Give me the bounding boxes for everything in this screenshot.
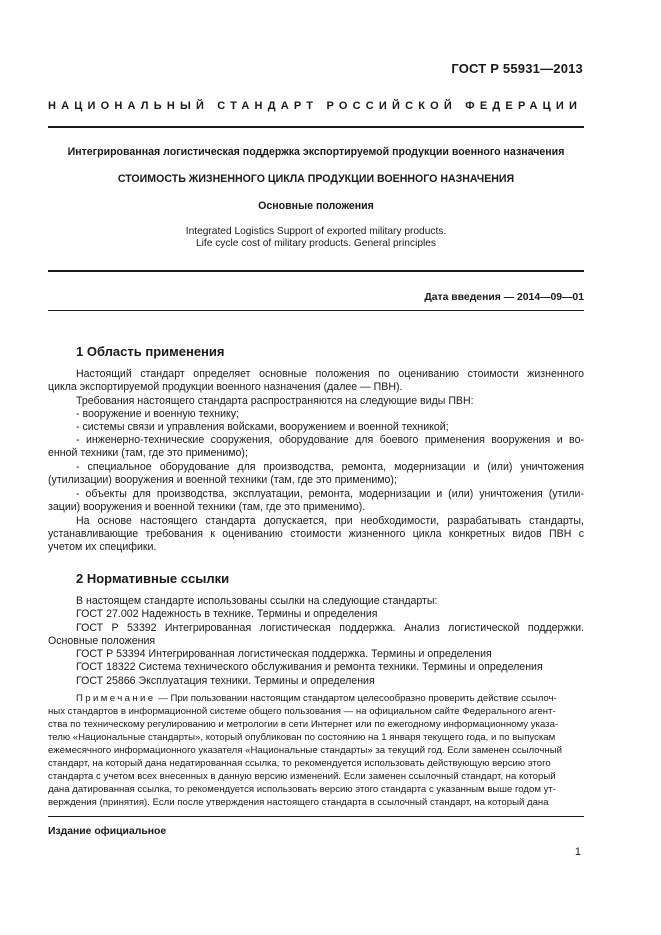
- english-title-line-2: Life cycle cost of military products. General principles: [195, 238, 437, 249]
- note-first-line: [76, 692, 584, 705]
- section-2-line: В настоящем стандарте использованы ссылки на следующие стандарты:: [76, 595, 438, 607]
- header-rule: [48, 126, 584, 128]
- document-subtitle: Основные положения: [258, 200, 374, 212]
- section-1-line: енной техники (там, где это применимо);: [48, 447, 248, 459]
- date-rule: [48, 310, 584, 311]
- note-line: стандарта с учетом всех внесенных в данную версию изменений. Если заменен ссылочный стандарт, на который: [48, 771, 556, 782]
- note-line: ства по техническому регулированию и метрологии в сети Интернет или по ежегодному информационному указа-: [48, 719, 559, 730]
- national-standard-banner: НАЦИОНАЛЬНЫЙ СТАНДАРТ РОССИЙСКОЙ ФЕДЕРАЦИИ: [48, 100, 583, 112]
- section-1-heading: 1 Область применения: [76, 344, 225, 359]
- section-1-list-item: - системы связи и управления войсками, вооружением и военной техникой;: [76, 421, 449, 433]
- reference-item: ГОСТ 18322 Система технического обслуживания и ремонта техники. Термины и определения: [76, 661, 543, 673]
- note-line: верждения (принятия). Если после утверждения настоящего стандарта в ссылочный стандарт, на который дана: [48, 797, 549, 808]
- reference-item-continuation: Основные положения: [48, 635, 156, 647]
- note-label: Примечание: [76, 693, 156, 704]
- section-1-line: Требования настоящего стандарта распространяются на следующие виды ПВН:: [76, 395, 474, 407]
- section-1-list-item: - инженерно-технические сооружения, оборудование для боевого применения вооружения и во-: [76, 434, 584, 446]
- official-edition-label: Издание официальное: [48, 826, 167, 837]
- section-1-line: учетом их специфики.: [48, 541, 157, 553]
- section-1-line: цикла экспортируемой продукции военного назначения (далее — ПВН).: [48, 381, 403, 393]
- standard-code: ГОСТ Р 55931—2013: [451, 61, 583, 76]
- section-1-list-item: - специальное оборудование для производства, ремонта, модернизации и (или) уничтожения: [76, 461, 584, 473]
- note-text: — При пользовании настоящим стандартом целесообразно проверить действие ссылоч-: [155, 693, 557, 704]
- section-1-line: (утилизации) вооружения и военной техники (там, где это применимо);: [48, 474, 397, 486]
- reference-item: ГОСТ 27.002 Надежность в технике. Термины и определения: [76, 608, 378, 620]
- section-1-line: Настоящий стандарт определяет основные положения по оцениванию стоимости жизненного: [76, 368, 584, 380]
- reference-item: ГОСТ Р 53394 Интегрированная логистическая поддержка. Термины и определения: [76, 648, 492, 660]
- section-1-line: зации) вооружения и военной техники (там, где это применимо).: [48, 501, 366, 513]
- page-number: 1: [574, 846, 581, 858]
- english-title-line-1: Integrated Logistics Support of exported military products.: [185, 226, 447, 237]
- section-1-list-item: - вооружение и военную технику;: [76, 408, 240, 420]
- note-line: ных стандартов в информационной системе общего пользования — на официальном сайте Федерального агент-: [48, 706, 556, 717]
- note-line: телю «Национальные стандарты», который опубликован по состоянию на 1 января текущего года, и по выпускам: [48, 732, 556, 743]
- title-rule: [48, 270, 584, 272]
- document-title: СТОИМОСТЬ ЖИЗНЕННОГО ЦИКЛА ПРОДУКЦИИ ВОЕННОГО НАЗНАЧЕНИЯ: [117, 173, 515, 185]
- reference-item: ГОСТ Р 53392 Интегрированная логистическая поддержка. Анализ логистической поддержки.: [76, 622, 584, 634]
- note-line: стандарт, на который дана недатированная ссылка, то рекомендуется использовать действующую версию этого: [48, 758, 551, 769]
- document-main-title: Интегрированная логистическая поддержка экспортируемой продукции военного назначения: [67, 146, 565, 158]
- section-2-heading: 2 Нормативные ссылки: [76, 571, 230, 586]
- note-line: ежемесячного информационного указателя «Национальные стандарты» за текущий год. Если заменен ссылочный: [48, 745, 562, 756]
- section-1-list-item: - объекты для производства, эксплуатации, ремонта, модернизации и (или) уничтожения (утили-: [76, 488, 584, 500]
- footer-rule: [48, 816, 584, 817]
- introduction-date: Дата введения — 2014—09—01: [424, 292, 584, 303]
- reference-item: ГОСТ 25866 Эксплуатация техники. Термины и определения: [76, 675, 375, 687]
- note-line: дана датированная ссылка, то рекомендуется использовать версию этого стандарта с указанным выше годом ут-: [48, 784, 557, 795]
- section-1-line: На основе настоящего стандарта допускается, при необходимости, разрабатывать стандарты,: [76, 515, 584, 527]
- section-1-line: устанавливающие требования к оцениванию стоимости жизненного цикла конкретных видов ПВН с: [48, 528, 584, 540]
